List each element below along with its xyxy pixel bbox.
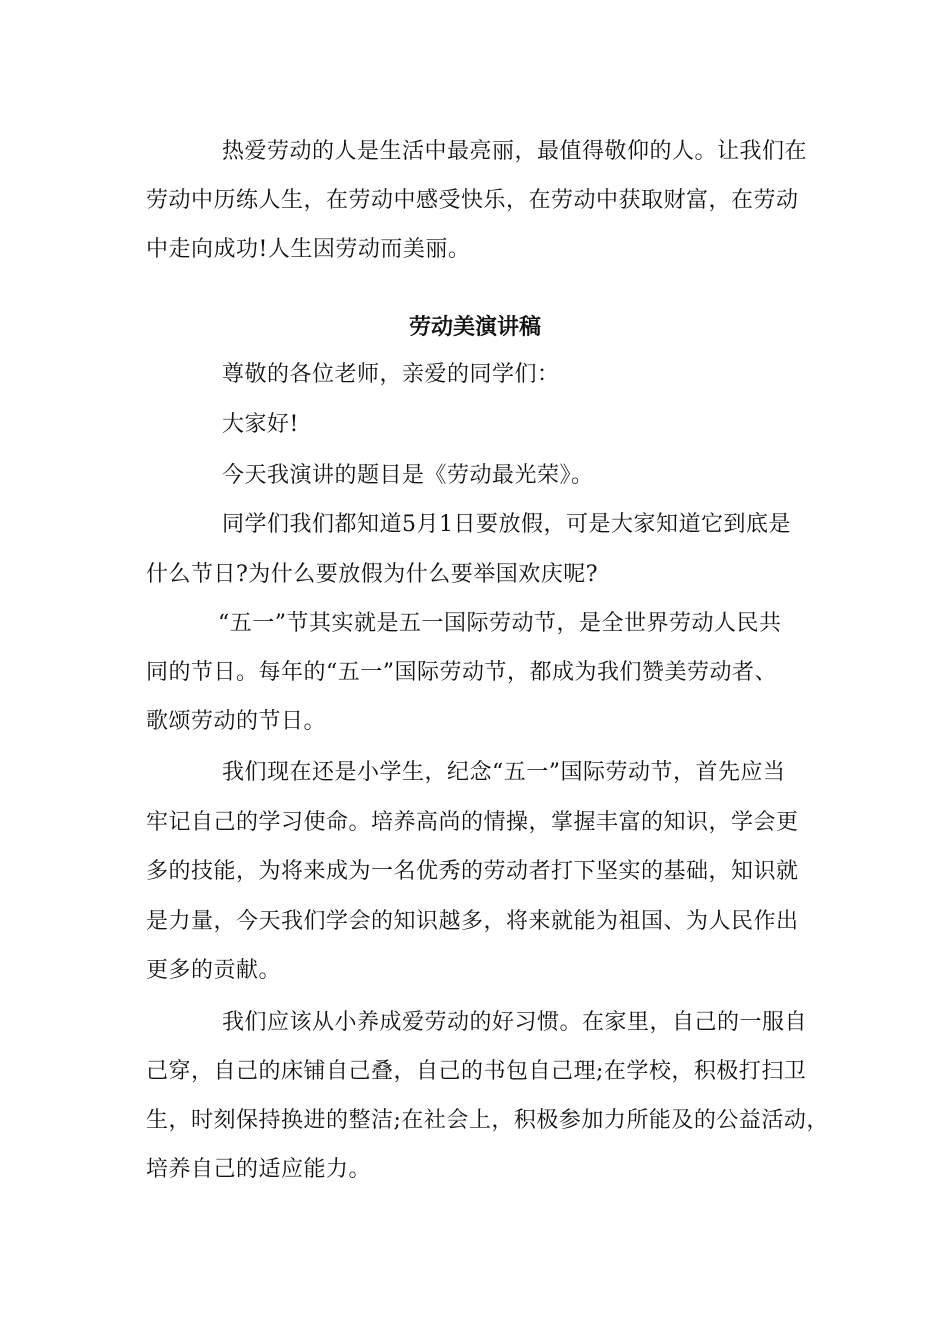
intro-line-2: 劳动中历练人生，在劳动中感受快乐，在劳动中获取财富，在劳动 bbox=[146, 188, 799, 213]
speech-title: 劳动美演讲稿 bbox=[408, 314, 541, 340]
paragraph-2-line-3: 歌颂劳动的节日。 bbox=[146, 709, 327, 734]
paragraph-3-line-1: 我们现在还是小学生，纪念“五一”国际劳动节，首先应当 bbox=[222, 760, 786, 785]
paragraph-4-line-4: 培养自己的适应能力。 bbox=[146, 1157, 372, 1182]
intro-line-3: 中走向成功!人生因劳动而美丽。 bbox=[146, 237, 471, 262]
paragraph-3-line-4: 是力量，今天我们学会的知识越多，将来就能为祖国、为人民作出 bbox=[146, 909, 799, 934]
paragraph-3-line-2: 牢记自己的学习使命。培养高尚的情操，掌握丰富的知识，学会更 bbox=[146, 810, 799, 835]
paragraph-1-line-1: 同学们我们都知道5月1日要放假，可是大家知道它到底是 bbox=[222, 512, 791, 537]
speech-greeting: 尊敬的各位老师，亲爱的同学们： bbox=[222, 362, 560, 387]
paragraph-3-line-5: 更多的贡献。 bbox=[146, 958, 282, 983]
paragraph-4-line-2: 己穿，自己的床铺自己叠，自己的书包自己理;在学校，积极打扫卫 bbox=[146, 1059, 807, 1084]
paragraph-1-line-2: 什么节日?为什么要放假为什么要举国欢庆呢? bbox=[146, 562, 599, 587]
paragraph-4-line-3: 生，时刻保持换进的整洁;在社会上，积极参加力所能及的公益活动， bbox=[146, 1108, 829, 1133]
paragraph-2-line-1: “五一”节其实就是五一国际劳动节，是全世界劳动人民共 bbox=[218, 611, 782, 636]
speech-hello: 大家好! bbox=[222, 412, 299, 437]
intro-line-1: 热爱劳动的人是生活中最亮丽，最值得敬仰的人。让我们在 bbox=[222, 139, 808, 164]
paragraph-3-line-3: 多的技能，为将来成为一名优秀的劳动者打下坚实的基础，知识就 bbox=[146, 859, 799, 884]
paragraph-2-line-2: 同的节日。每年的“五一”国际劳动节，都成为我们赞美劳动者、 bbox=[146, 660, 777, 685]
paragraph-4-line-1: 我们应该从小养成爱劳动的好习惯。在家里，自己的一服自 bbox=[222, 1010, 808, 1035]
speech-topic: 今天我演讲的题目是《劳动最光荣》。 bbox=[222, 463, 594, 488]
